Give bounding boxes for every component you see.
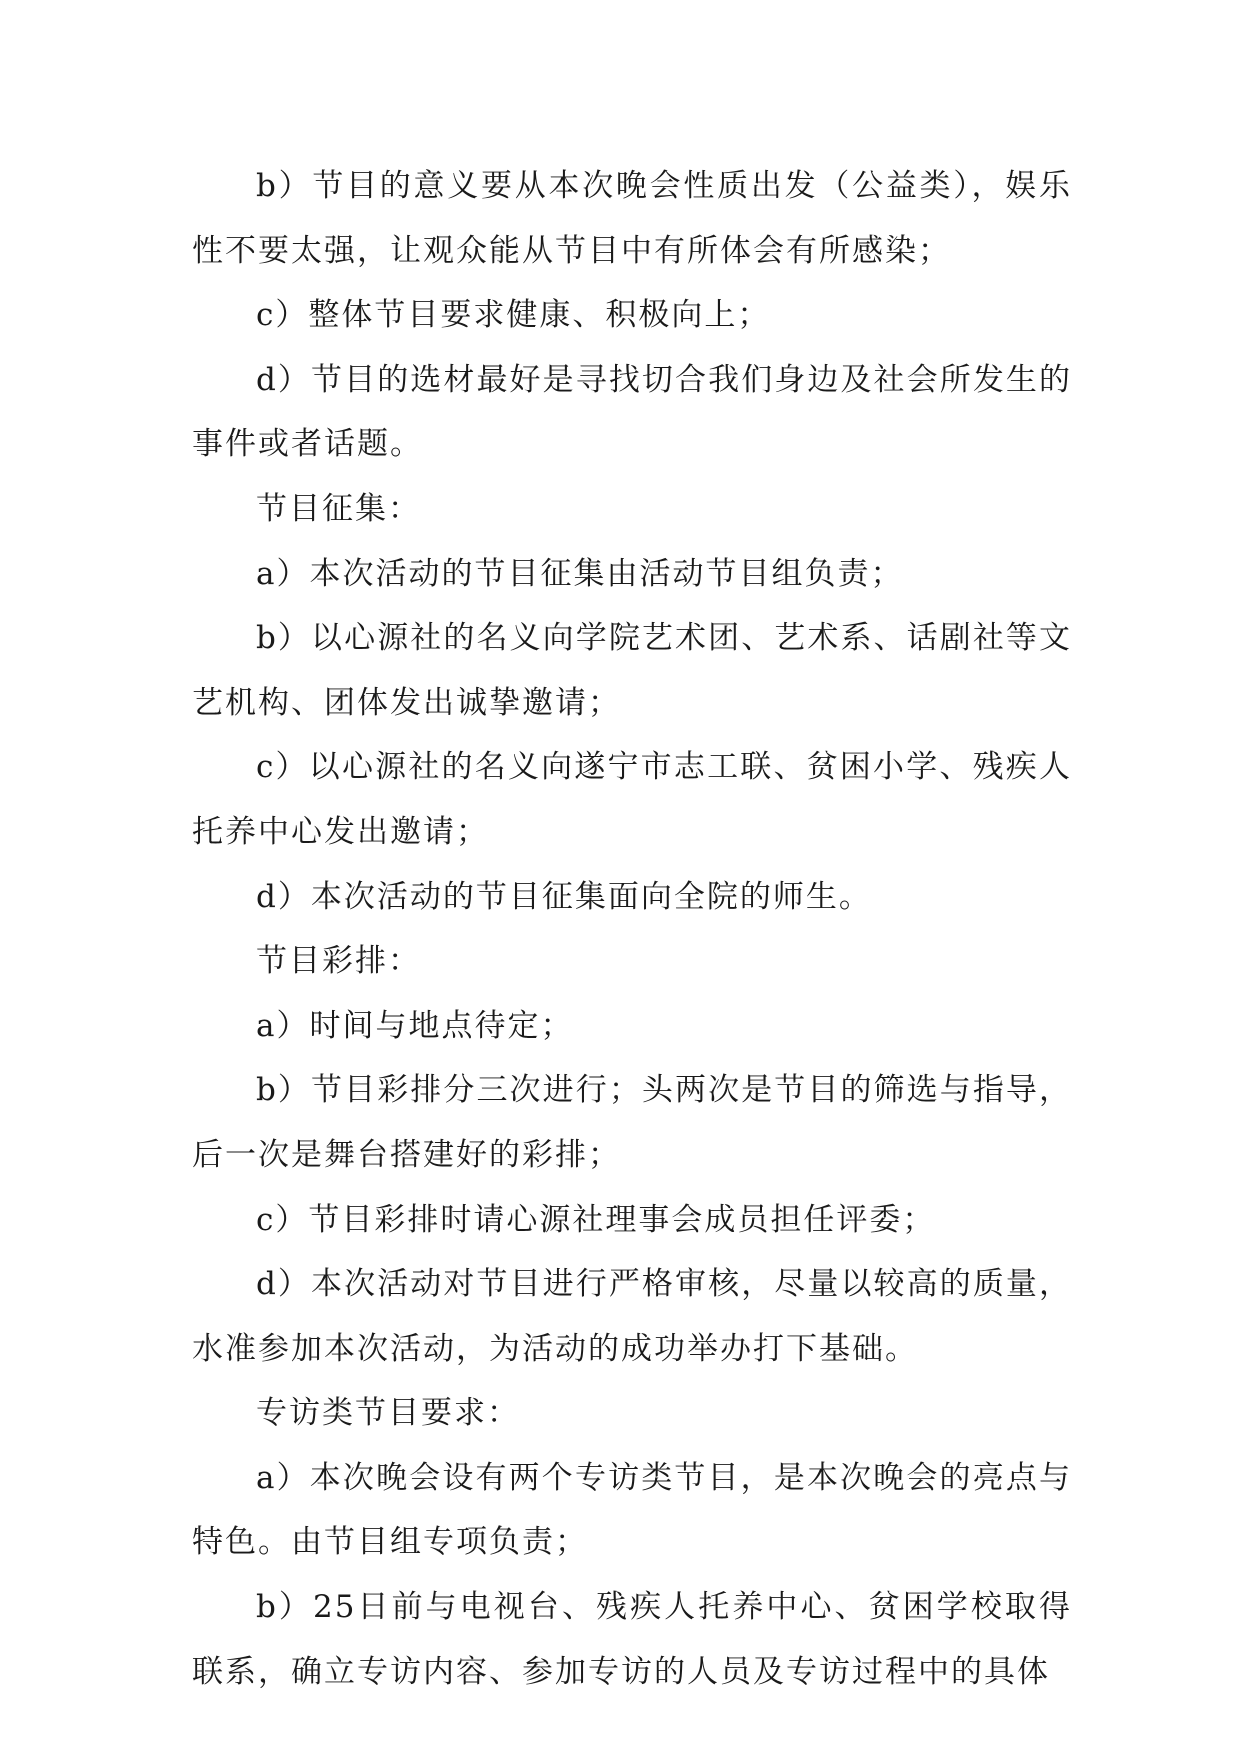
paragraph: d）本次活动对节目进行严格审核，尽量以较高的质量，水准参加本次活动，为活动的成功举办打下基础。 bbox=[192, 1266, 1072, 1367]
paragraph: c）节目彩排时请心源社理事会成员担任评委； bbox=[256, 1201, 936, 1238]
paragraph: d）节目的选材最好是寻找切合我们身边及社会所发生的事件或者话题。 bbox=[192, 361, 1072, 463]
paragraph: c）整体节目要求健康、积极向上； bbox=[256, 297, 771, 334]
paragraph: a）本次活动的节目征集由活动节目组负责； bbox=[256, 555, 904, 592]
paragraph: a）本次晚会设有两个专访类节目，是本次晚会的亮点与特色。由节目组专项负责； bbox=[192, 1459, 1072, 1561]
document-body bbox=[192, 154, 1072, 1704]
paragraph: b）节目彩排分三次进行；头两次是节目的筛选与指导，后一次是舞台搭建好的彩排； bbox=[192, 1072, 1072, 1173]
section-heading: 节目征集： bbox=[256, 490, 421, 527]
paragraph: b）以心源社的名义向学院艺术团、艺术系、话剧社等文艺机构、团体发出诚挚邀请； bbox=[192, 620, 1072, 721]
paragraph: b）节目的意义要从本次晚会性质出发（公益类），娱乐性不要太强，让观众能从节目中有所体会有所感染； bbox=[192, 168, 1072, 269]
paragraph: d）本次活动的节目征集面向全院的师生。 bbox=[256, 878, 872, 915]
paragraph: a）时间与地点待定； bbox=[256, 1007, 574, 1044]
paragraph: b）25日前与电视台、残疾人托养中心、贫困学校取得联系，确立专访内容、参加专访的人员及专访过程中的具体 bbox=[192, 1589, 1072, 1690]
section-heading: 节目彩排： bbox=[256, 943, 421, 980]
section-heading: 专访类节目要求： bbox=[256, 1395, 520, 1432]
paragraph: c）以心源社的名义向遂宁市志工联、贫困小学、残疾人托养中心发出邀请； bbox=[192, 749, 1072, 850]
